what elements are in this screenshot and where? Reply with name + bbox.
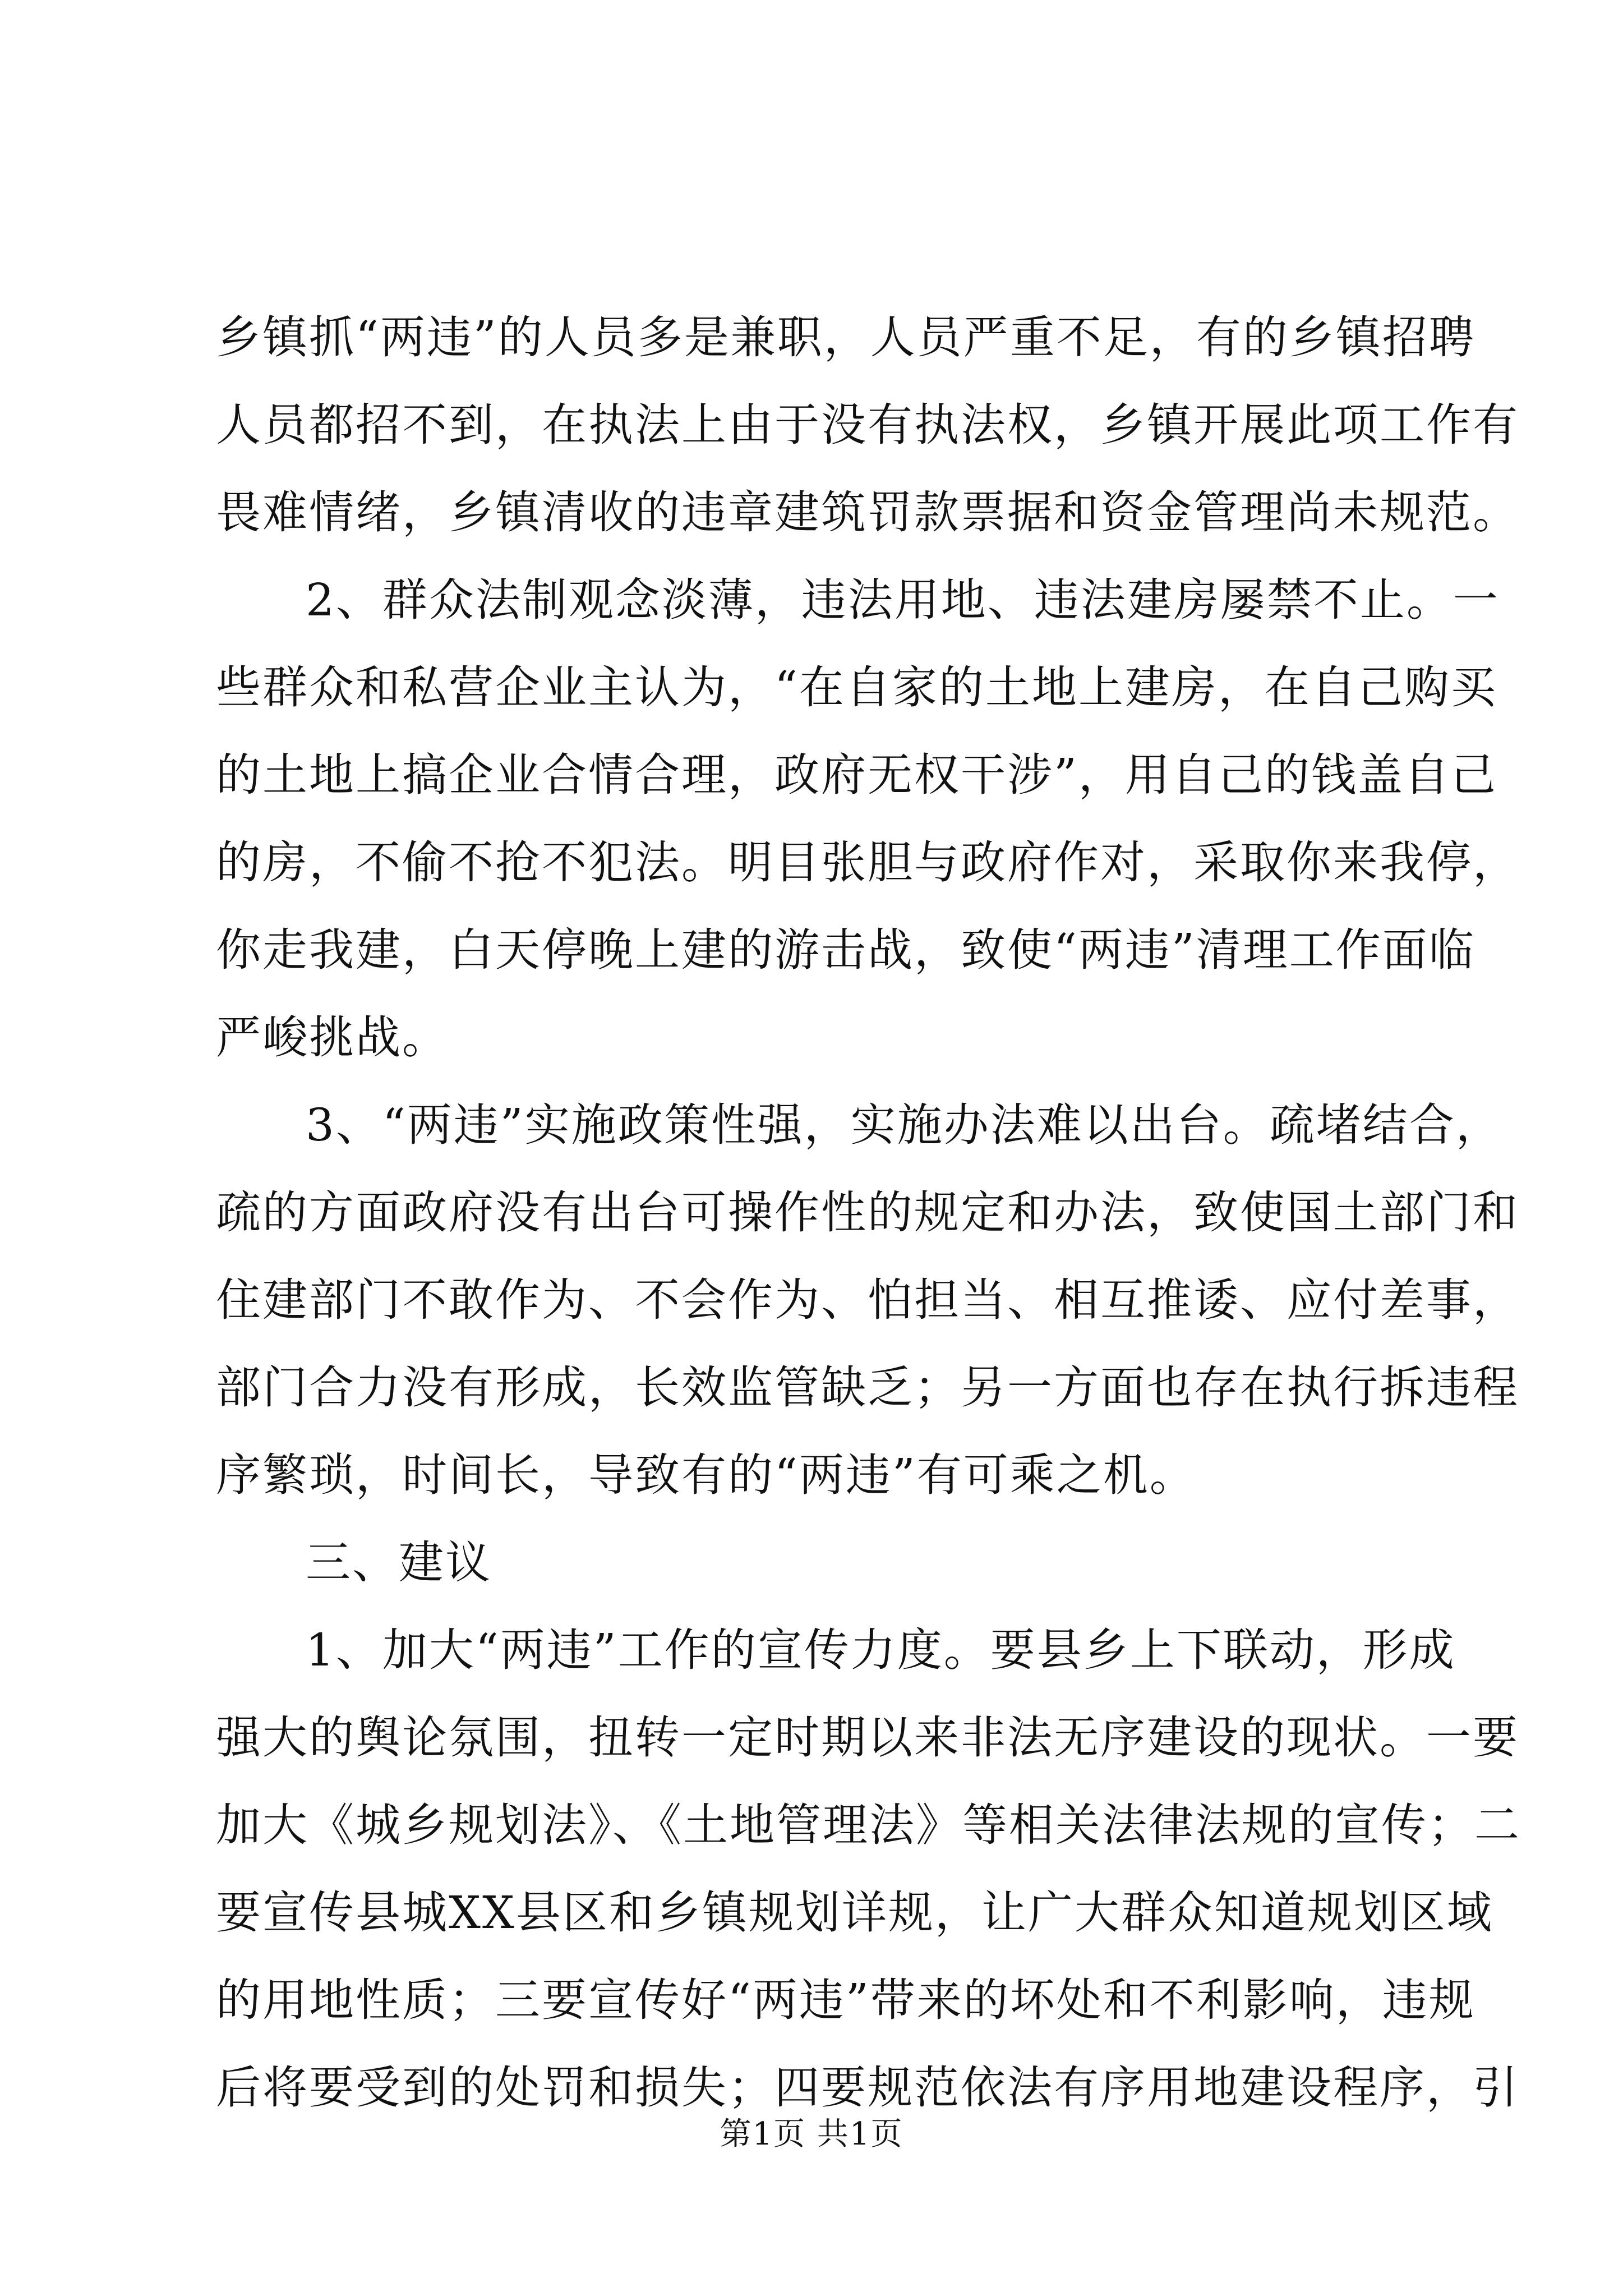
page-footer: 第1页 共1页 [720, 2116, 903, 2152]
text-line: 的用地性质；三要宣传好“两违”带来的坏处和不利影响，违规 [216, 1974, 1476, 2026]
text-line: 要宣传县城XX县区和乡镇规划详规，让广大群众知道规划区域 [216, 1887, 1493, 1939]
text-line: 疏的方面政府没有出台可操作性的规定和办法，致使国土部门和 [216, 1186, 1519, 1239]
text-line: 强大的舆论氛围，扭转一定时期以来非法无序建设的现状。一要 [216, 1711, 1519, 1764]
text-line: 的房，不偷不抢不犯法。明目张胆与政府作对，采取你来我停， [216, 836, 1519, 889]
paragraph-2-first-line: 2、群众法制观念淡薄，违法用地、违法建房屡禁不止。一 [306, 574, 1500, 626]
text-line: 后将要受到的处罚和损失；四要规范依法有序用地建设程序，引 [216, 2062, 1519, 2114]
text-line: 畏难情绪，乡镇清收的违章建筑罚款票据和资金管理尚未规范。 [216, 486, 1519, 539]
text-line: 人员都招不到，在执法上由于没有执法权，乡镇开展此项工作有 [216, 399, 1519, 451]
text-line: 加大《城乡规划法》、《土地管理法》等相关法律法规的宣传；二 [216, 1799, 1521, 1851]
text-line: 住建部门不敢作为、不会作为、怕担当、相互推诿、应付差事， [216, 1274, 1519, 1326]
recommendation-1-first-line: 1、加大“两违”工作的宣传力度。要县乡上下联动，形成 [306, 1624, 1456, 1676]
text-line: 乡镇抓“两违”的人员多是兼职，人员严重不足，有的乡镇招聘 [216, 311, 1476, 364]
section-heading: 三、建议 [306, 1536, 492, 1589]
text-line: 你走我建，白天停晚上建的游击战，致使“两违”清理工作面临 [216, 924, 1476, 976]
text-line: 部门合力没有形成，长效监管缺乏；另一方面也存在执行拆违程 [216, 1361, 1519, 1414]
text-line: 些群众和私营企业主认为，“在自家的土地上建房，在自己购买 [216, 661, 1497, 714]
paragraph-3-first-line: 3、“两违”实施政策性强，实施办法难以出台。疏堵结合， [306, 1099, 1502, 1151]
text-line: 的土地上搞企业合情合理，政府无权干涉”，用自己的钱盖自己 [216, 749, 1497, 801]
text-line: 序繁琐，时间长，导致有的“两违”有可乘之机。 [216, 1449, 1196, 1501]
text-line: 严峻挑战。 [216, 1011, 449, 1064]
